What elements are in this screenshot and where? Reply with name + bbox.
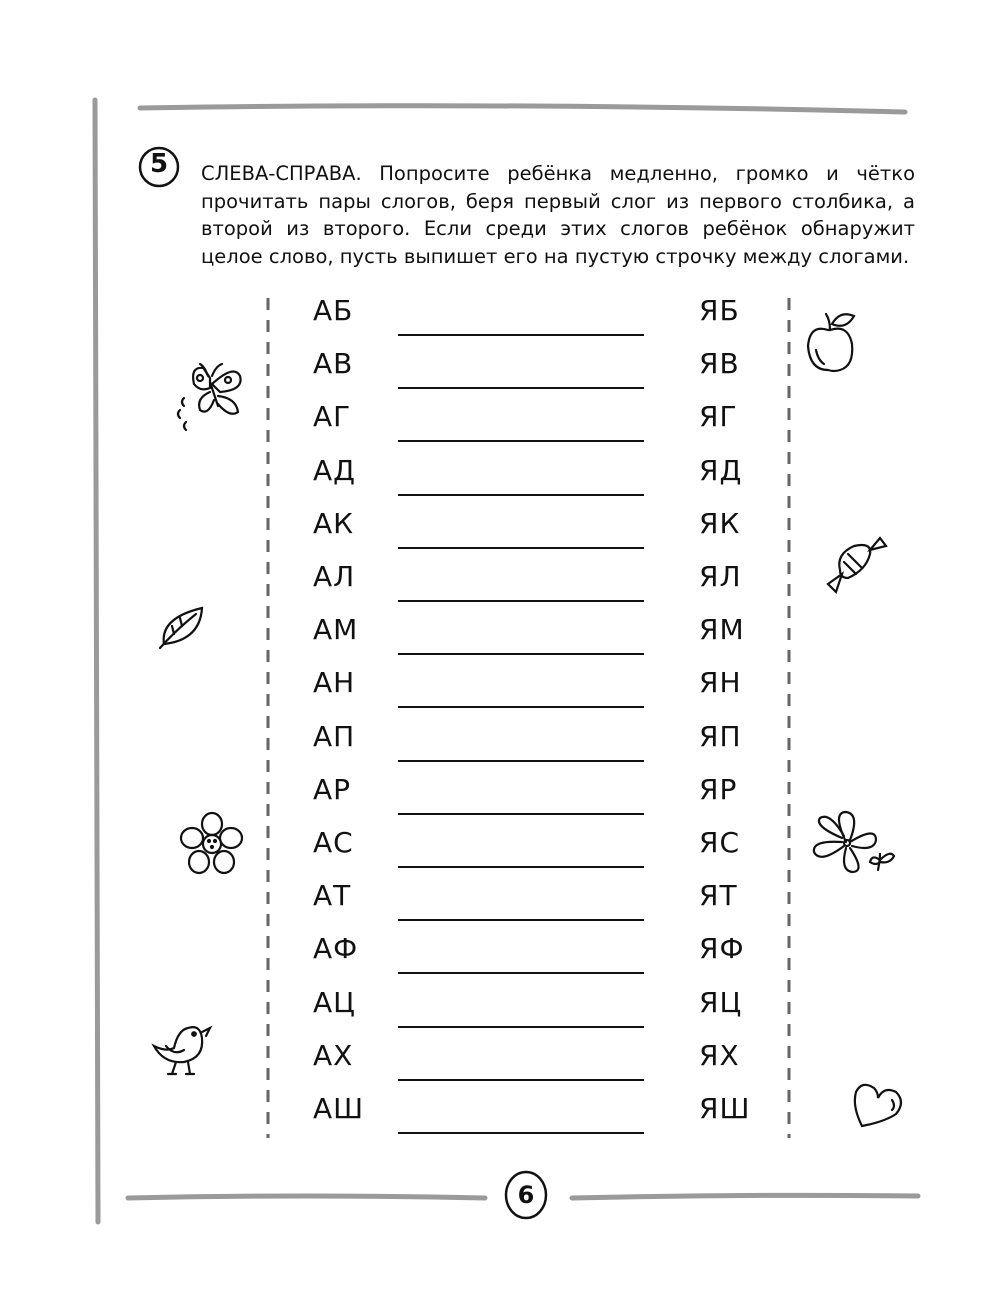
right-syllable: ЯВ <box>699 347 740 381</box>
page-number: 6 <box>517 1181 535 1209</box>
right-syllable: ЯД <box>699 453 743 487</box>
task-number-badge <box>137 145 181 189</box>
answer-line[interactable] <box>398 600 644 602</box>
answer-line[interactable] <box>398 1026 644 1028</box>
right-syllable: ЯН <box>699 666 742 700</box>
answer-line[interactable] <box>398 813 644 815</box>
right-syllable: ЯМ <box>699 613 745 647</box>
left-syllable: АМ <box>313 613 359 647</box>
answer-line[interactable] <box>398 494 644 496</box>
right-syllable: ЯС <box>699 826 741 859</box>
answer-line[interactable] <box>398 547 644 549</box>
right-syllable: ЯХ <box>699 1038 740 1072</box>
answer-line[interactable] <box>398 334 644 336</box>
answer-line[interactable] <box>398 866 644 868</box>
left-syllable: АЛ <box>313 560 356 593</box>
task-number: 5 <box>149 149 169 179</box>
candy-icon <box>818 524 894 600</box>
page-number-badge <box>503 1169 549 1221</box>
answer-line[interactable] <box>398 1079 644 1081</box>
left-syllable: АЦ <box>313 985 356 1019</box>
butterfly-icon <box>170 358 252 436</box>
right-syllable: ЯШ <box>699 1092 751 1125</box>
answer-line[interactable] <box>398 919 644 921</box>
answer-line[interactable] <box>398 706 644 708</box>
right-syllable: ЯТ <box>699 879 738 913</box>
flower-with-sprout-icon <box>806 806 896 878</box>
left-syllable: АК <box>313 506 355 540</box>
answer-line[interactable] <box>398 1132 644 1134</box>
right-syllable: ЯБ <box>699 294 740 327</box>
heart-icon <box>848 1076 908 1132</box>
left-syllable: АД <box>313 453 357 487</box>
left-syllable: АФ <box>313 932 359 966</box>
right-syllable: ЯП <box>699 719 742 753</box>
flower-icon <box>178 810 246 878</box>
answer-line[interactable] <box>398 760 644 762</box>
left-syllable: АР <box>313 772 352 806</box>
left-syllable: АБ <box>313 294 354 327</box>
left-syllable: АВ <box>313 347 354 381</box>
right-syllable: ЯК <box>699 506 741 540</box>
answer-line[interactable] <box>398 653 644 655</box>
answer-line[interactable] <box>398 440 644 442</box>
left-syllable: АШ <box>313 1092 365 1125</box>
right-syllable: ЯЦ <box>699 985 743 1019</box>
bird-icon <box>148 1018 216 1080</box>
right-syllable: ЯГ <box>699 400 738 434</box>
left-syllable: АП <box>313 719 356 753</box>
apple-icon <box>800 306 862 378</box>
right-syllable: ЯЛ <box>699 560 742 593</box>
right-syllable: ЯФ <box>699 932 745 966</box>
left-syllable: АТ <box>313 879 352 913</box>
answer-line[interactable] <box>398 972 644 974</box>
left-syllable: АГ <box>313 400 352 434</box>
left-syllable: АС <box>313 826 354 859</box>
left-syllable: АХ <box>313 1038 354 1072</box>
right-syllable: ЯР <box>699 772 738 806</box>
left-syllable: АН <box>313 666 356 700</box>
task-instruction: СЛЕВА-СПРАВА. Попросите ребёнка медленно, громко и чётко прочитать пары слогов, беря первый слог из первого столбика, а второй из второго. Если среди этих слогов ребёнок обнаружит целое слово, пусть выпишет его на пустую строчку между слогами. <box>201 162 915 268</box>
leaf-icon <box>156 600 208 650</box>
answer-line[interactable] <box>398 387 644 389</box>
